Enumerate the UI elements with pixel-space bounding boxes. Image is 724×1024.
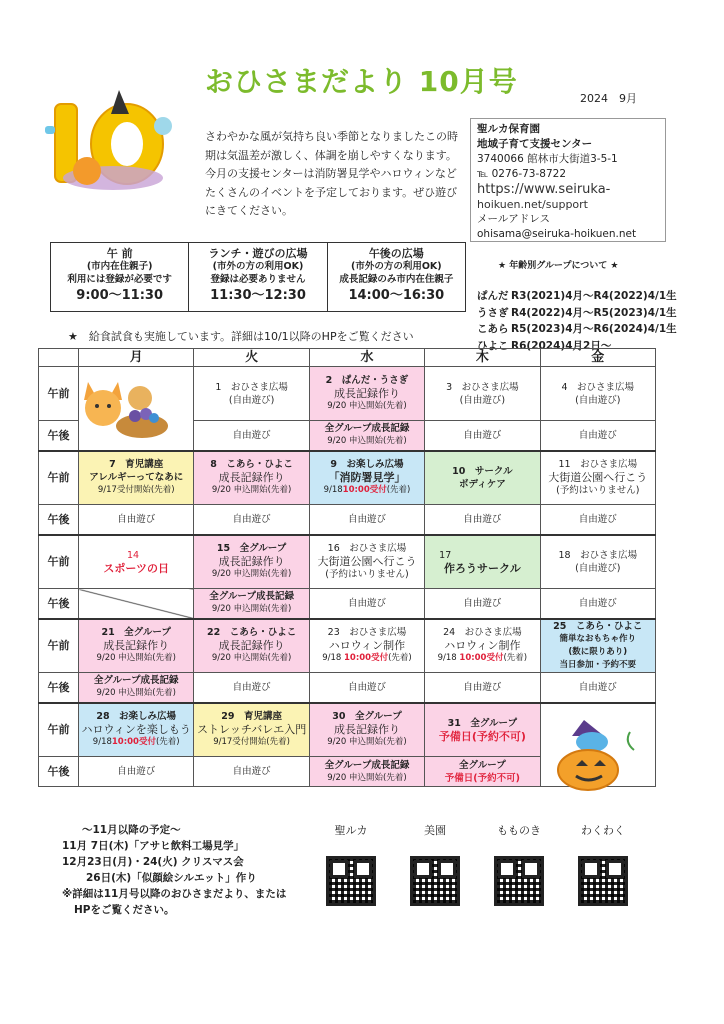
cal-cell: 全グループ成長記録 9/20 申込開始(先着) bbox=[309, 421, 424, 451]
am-label: 午前 bbox=[39, 619, 79, 673]
cal-cell: 自由遊び bbox=[194, 421, 309, 451]
age-group-item: ぱんだ R3(2021)4月～R4(2022)4/1生 bbox=[477, 290, 677, 302]
pumpkin-ghost-illustration bbox=[548, 718, 648, 792]
cal-cell: 30 全グループ 成長記録作り 9/20 申込開始(先着) bbox=[309, 703, 424, 757]
age-groups-list bbox=[477, 288, 677, 354]
cal-cell: 1 おひさま広場 (自由遊び) bbox=[194, 367, 309, 421]
cal-cell: 2 ぱんだ・うさぎ 成長記録作り 9/20 申込開始(先着) bbox=[309, 367, 424, 421]
future-line: 11月 7日(木)「アサヒ飲料工場見学」 bbox=[62, 840, 245, 852]
cal-cell: 10 サークル ボディケア bbox=[425, 451, 540, 505]
opening-hours bbox=[50, 242, 466, 312]
qr-label: 聖ルカ bbox=[334, 824, 368, 837]
day-header: 金 bbox=[540, 349, 655, 367]
cal-cell: 全グループ 予備日(予約不可) bbox=[425, 757, 540, 787]
qr-label: わくわく bbox=[581, 824, 625, 837]
cal-cell: 8 こあら・ひよこ 成長記録作り 9/20 申込開始(先着) bbox=[194, 451, 309, 505]
mail-label: メールアドレス bbox=[477, 213, 550, 225]
center-tel: ℡ 0276-73-8722 bbox=[477, 168, 566, 180]
am-label: 午前 bbox=[39, 535, 79, 589]
hours-time: 11:30～12:30 bbox=[210, 288, 306, 303]
lunch-tasting-note: ★ 給食試食も実施しています。詳細は10/1以降のHPをご覧ください bbox=[68, 330, 414, 343]
newsletter-title: おひさまだより 10月号 bbox=[205, 65, 518, 98]
pm-label: 午後 bbox=[39, 589, 79, 619]
age-groups-title: ★ 年齢別グループについて ★ bbox=[498, 261, 619, 271]
qr-item[interactable] bbox=[406, 822, 464, 906]
cal-cell: 17 作ろうサークル bbox=[425, 535, 540, 589]
cal-cell: 15 全グループ 成長記録作り 9/20 申込開始(先着) bbox=[194, 535, 309, 589]
day-header: 月 bbox=[79, 349, 194, 367]
cal-cell: 14 スポーツの日 bbox=[79, 535, 194, 589]
center-url-2[interactable]: hoikuen.net/support bbox=[477, 198, 588, 211]
fox-basket-illustration bbox=[80, 372, 180, 442]
cal-cell: 3 おひさま広場 (自由遊び) bbox=[425, 367, 540, 421]
cal-cell: 自由遊び bbox=[309, 505, 424, 535]
future-line: HPをご覧ください。 bbox=[74, 904, 175, 916]
pm-label: 午後 bbox=[39, 421, 79, 451]
cal-cell: 自由遊び bbox=[540, 505, 655, 535]
hours-title: 午後の広場 bbox=[368, 247, 424, 260]
future-heading: ～11月以降の予定～ bbox=[82, 824, 181, 836]
issue-date: 2024 9月 bbox=[580, 92, 637, 105]
am-label: 午前 bbox=[39, 367, 79, 421]
qr-label: 美園 bbox=[424, 824, 446, 837]
mail-address[interactable]: ohisama@seiruka-hoikuen.net bbox=[477, 228, 637, 240]
qr-code-icon bbox=[494, 856, 544, 906]
cal-cell: 7 育児講座 アレルギーってなあに 9/17受付開始(先着) bbox=[79, 451, 194, 505]
cal-cell: 9 お楽しみ広場 「消防署見学」 9/1810:00受付(先着) bbox=[309, 451, 424, 505]
cal-cell: 18 おひさま広場 (自由遊び) bbox=[540, 535, 655, 589]
qr-label: もものき bbox=[497, 824, 541, 837]
am-label: 午前 bbox=[39, 703, 79, 757]
qr-code-icon bbox=[410, 856, 460, 906]
cal-cell: 29 育児講座 ストレッチバレエ入門 9/17受付開始(先着) bbox=[194, 703, 309, 757]
cal-cell: 24 おひさま広場 ハロウィン制作 9/18 10:00受付(先着) bbox=[425, 619, 540, 673]
hours-lunch bbox=[189, 243, 327, 311]
qr-codes bbox=[322, 822, 632, 906]
qr-code-icon bbox=[578, 856, 628, 906]
cal-cell: 31 全グループ 予備日(予約不可) bbox=[425, 703, 540, 757]
cal-cell: 16 おひさま広場 大街道公園へ行こう (予約はいりません) bbox=[309, 535, 424, 589]
hours-time: 9:00～11:30 bbox=[76, 288, 164, 303]
day-header: 火 bbox=[194, 349, 309, 367]
cal-cell: 自由遊び bbox=[194, 757, 309, 787]
hours-sub: (市外の方の利用OK) bbox=[351, 261, 442, 272]
hours-title: 午 前 bbox=[106, 247, 133, 260]
cal-cell: 自由遊び bbox=[425, 421, 540, 451]
cal-cell: 11 おひさま広場 大街道公園へ行こう (予約はいりません) bbox=[540, 451, 655, 505]
cal-cell: 自由遊び bbox=[540, 673, 655, 703]
hours-sub: 登録は必要ありません bbox=[210, 274, 306, 285]
pm-label: 午後 bbox=[39, 505, 79, 535]
cal-cell: 自由遊び bbox=[194, 673, 309, 703]
hours-sub: 利用には登録が必要です bbox=[67, 274, 172, 285]
cal-cell: 自由遊び bbox=[309, 589, 424, 619]
hours-time: 14:00～16:30 bbox=[348, 288, 445, 303]
future-line: 12月23日(月)・24(火) クリスマス会 bbox=[62, 856, 244, 868]
cal-cell: 自由遊び bbox=[425, 673, 540, 703]
future-line: ※詳細は11月号以降のおひさまだより、または bbox=[62, 888, 287, 900]
intro-text: さわやかな風が気持ち良い季節となりましたこの時期は気温差が激しく、体調を崩しやすくなります。今月の支援センターは消防署見学やハロウィンなどたくさんのイベントを予定しております。ぜひ遊びにきてください。 bbox=[205, 130, 458, 217]
future-schedule bbox=[62, 822, 286, 918]
cal-cell: 自由遊び bbox=[194, 505, 309, 535]
cal-cell: 自由遊び bbox=[540, 589, 655, 619]
hours-sub: (市内在住親子) bbox=[86, 261, 153, 272]
cal-cell: 自由遊び bbox=[540, 421, 655, 451]
am-label: 午前 bbox=[39, 451, 79, 505]
qr-code-icon bbox=[326, 856, 376, 906]
hours-sub: (市外の方の利用OK) bbox=[212, 261, 304, 272]
qr-item[interactable] bbox=[322, 822, 380, 906]
center-url-1[interactable]: https://www.seiruka- bbox=[477, 182, 611, 197]
center-name-2: 地域子育て支援センター bbox=[477, 138, 593, 150]
cal-cell: 全グループ成長記録 9/20 申込開始(先着) bbox=[309, 757, 424, 787]
halloween-ten-illustration bbox=[45, 86, 185, 196]
cal-cell: 21 全グループ 成長記録作り 9/20 申込開始(先着) bbox=[79, 619, 194, 673]
cal-cell: 自由遊び bbox=[79, 505, 194, 535]
cal-cell: 自由遊び bbox=[309, 673, 424, 703]
corner-cell bbox=[39, 349, 79, 367]
hours-title: ランチ・遊びの広場 bbox=[208, 247, 308, 260]
cal-cell: 22 こあら・ひよこ 成長記録作り 9/20 申込開始(先着) bbox=[194, 619, 309, 673]
hours-afternoon bbox=[328, 243, 465, 311]
cal-cell: 自由遊び bbox=[425, 505, 540, 535]
age-group-item: ひよこ R6(2024)4月2日～ bbox=[477, 339, 612, 352]
qr-item[interactable] bbox=[490, 822, 548, 906]
cal-cell: 自由遊び bbox=[425, 589, 540, 619]
day-header: 木 bbox=[425, 349, 540, 367]
cal-cell-holiday bbox=[79, 589, 194, 619]
cal-cell: 23 おひさま広場 ハロウィン制作 9/18 10:00受付(先着) bbox=[309, 619, 424, 673]
center-name-1: 聖ルカ保育園 bbox=[477, 123, 540, 135]
age-group-item: こあら R5(2023)4月～R6(2024)4/1生 bbox=[477, 323, 677, 335]
center-address: 3740066 館林市大街道3-5-1 bbox=[477, 153, 618, 165]
center-info-box bbox=[470, 118, 666, 242]
cal-cell: 25 こあら・ひよこ 簡単なおもちゃ作り (数に限りあり) 当日参加・予約不要 bbox=[540, 619, 655, 673]
hours-morning bbox=[51, 243, 189, 311]
cal-cell: 4 おひさま広場 (自由遊び) bbox=[540, 367, 655, 421]
future-line: 26日(木)「似顔絵シルエット」作り bbox=[86, 872, 257, 884]
pm-label: 午後 bbox=[39, 673, 79, 703]
pm-label: 午後 bbox=[39, 757, 79, 787]
cal-cell: 自由遊び bbox=[79, 757, 194, 787]
cal-cell: 28 お楽しみ広場 ハロウィンを楽しもう 9/1810:00受付(先着) bbox=[79, 703, 194, 757]
day-header: 水 bbox=[309, 349, 424, 367]
hours-sub: 成長記録のみ市内在住親子 bbox=[339, 274, 454, 285]
cal-cell: 全グループ成長記録 9/20 申込開始(先着) bbox=[79, 673, 194, 703]
age-group-item: うさぎ R4(2022)4月～R5(2023)4/1生 bbox=[477, 306, 677, 319]
qr-item[interactable] bbox=[574, 822, 632, 906]
cal-cell: 全グループ成長記録 9/20 申込開始(先着) bbox=[194, 589, 309, 619]
